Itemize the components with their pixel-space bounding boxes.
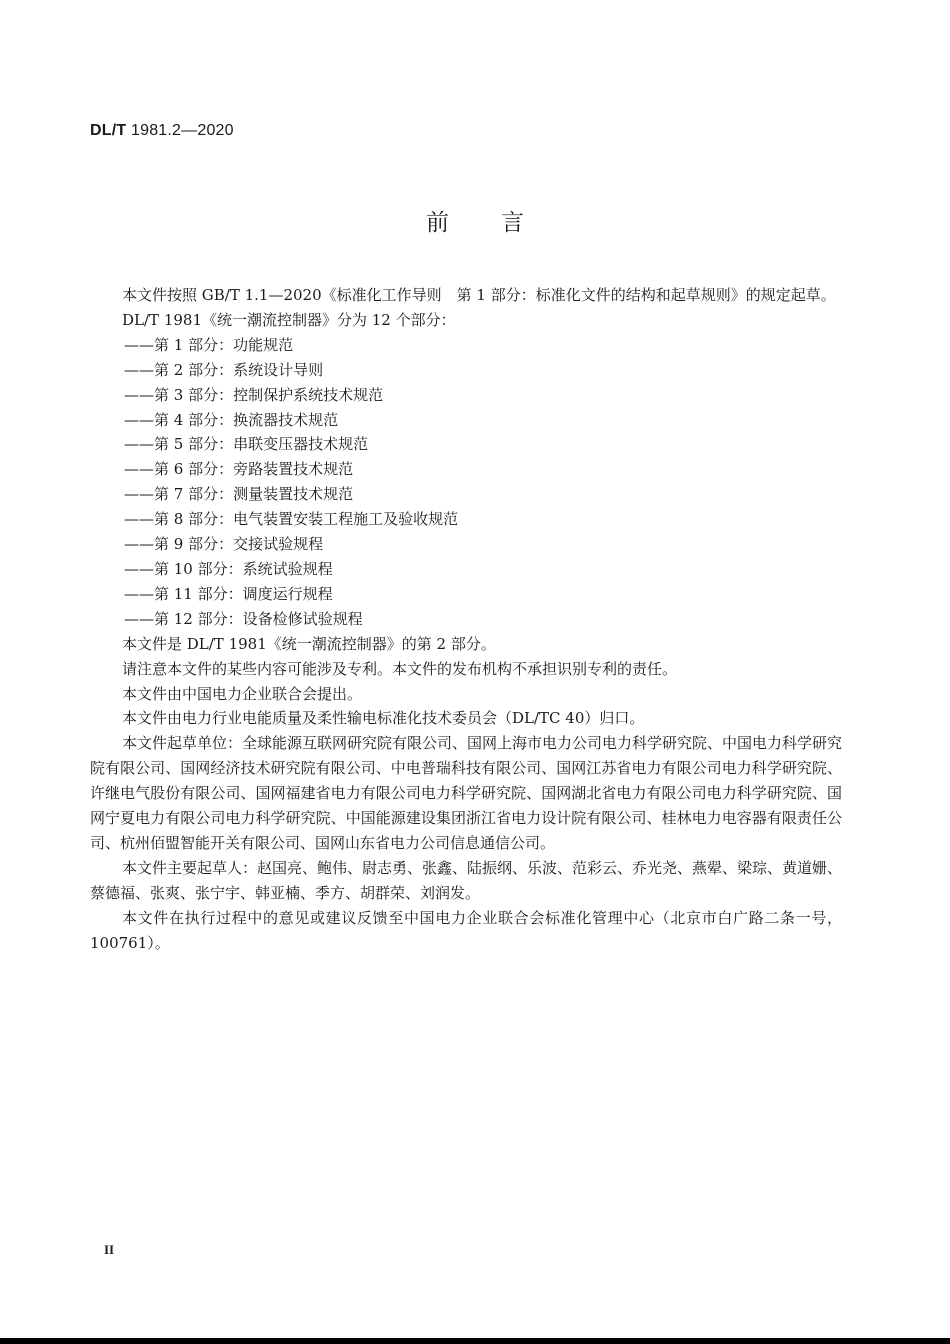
list-item-part: ——第 12 部分：设备检修试验规程 [124,609,363,628]
paragraph-part-statement: 本文件是 DL/T 1981《统一潮流控制器》的第 2 部分。 [122,634,496,653]
list-item-part: ——第 5 部分：串联变压器技术规范 [124,435,369,454]
page-title: 前言 [426,210,576,236]
list-item-part: ——第 4 部分：换流器技术规范 [124,410,339,429]
list-item-part: ——第 1 部分：功能规范 [124,335,294,354]
page-number: II [104,1242,115,1257]
list-item-part: ——第 2 部分：系统设计导则 [124,360,324,379]
standard-code [90,122,234,140]
list-item-part: ——第 3 部分：控制保护系统技术规范 [124,385,384,404]
list-item-part: ——第 6 部分：旁路装置技术规范 [124,460,354,479]
paragraph-drafters: 本文件主要起草人：赵国亮、鲍伟、尉志勇、张鑫、陆振纲、乐波、范彩云、乔光尧、燕翚、梁琮、黄道姗、蔡德福、张爽、张宁宇、韩亚楠、季方、胡群荣、刘润发。 [90,858,843,902]
bottom-border [0,1338,950,1344]
paragraph-parts-intro: DL/T 1981《统一潮流控制器》分为 12 个部分： [122,310,456,329]
paragraph-drafting-units: 本文件起草单位：全球能源互联网研究院有限公司、国网上海市电力公司电力科学研究院、中国电力科学研究院有限公司、国网经济技术研究院有限公司、中电普瑞科技有限公司、国网江苏省电力有限公司电力科学研究院、许继电气股份有限公司、国网福建省电力有限公司电力科学研究院、国网湖北省电力有限公司电力科学研究院、国网宁夏电力有限公司电力科学研究院、中国能源建设集团浙江省电力设计院有限公司、桂林电力电容器有限责任公司、杭州佰盟智能开关有限公司、国网山东省电力公司信息通信公司。 [90,734,843,852]
list-item-part: ——第 8 部分：电气装置安装工程施工及验收规范 [124,510,459,529]
foreword-body [90,283,842,955]
list-item-part: ——第 9 部分：交接试验规程 [124,535,324,554]
standard-code-number: 1981.2—2020 [131,122,234,139]
paragraph-patent-notice: 请注意本文件的某些内容可能涉及专利。本文件的发布机构不承担识别专利的责任。 [122,659,678,678]
paragraph-committee: 本文件由电力行业电能质量及柔性输电标准化技术委员会（DL/TC 40）归口。 [122,709,645,728]
list-item-part: ——第 10 部分：系统试验规程 [124,559,333,578]
paragraph-drafting-rules: 本文件按照 GB/T 1.1—2020《标准化工作导则 第 1 部分：标准化文件的结构和起草规则》的规定起草。 [122,286,836,304]
paragraph-feedback: 本文件在执行过程中的意见或建议反馈至中国电力企业联合会标准化管理中心（北京市白广路二条一号，100761）。 [90,908,842,952]
list-item-part: ——第 11 部分：调度运行规程 [124,584,333,603]
paragraph-proposer: 本文件由中国电力企业联合会提出。 [122,684,363,703]
list-item-part: ——第 7 部分：测量装置技术规范 [124,485,354,504]
standard-code-prefix: DL/T [90,122,127,139]
